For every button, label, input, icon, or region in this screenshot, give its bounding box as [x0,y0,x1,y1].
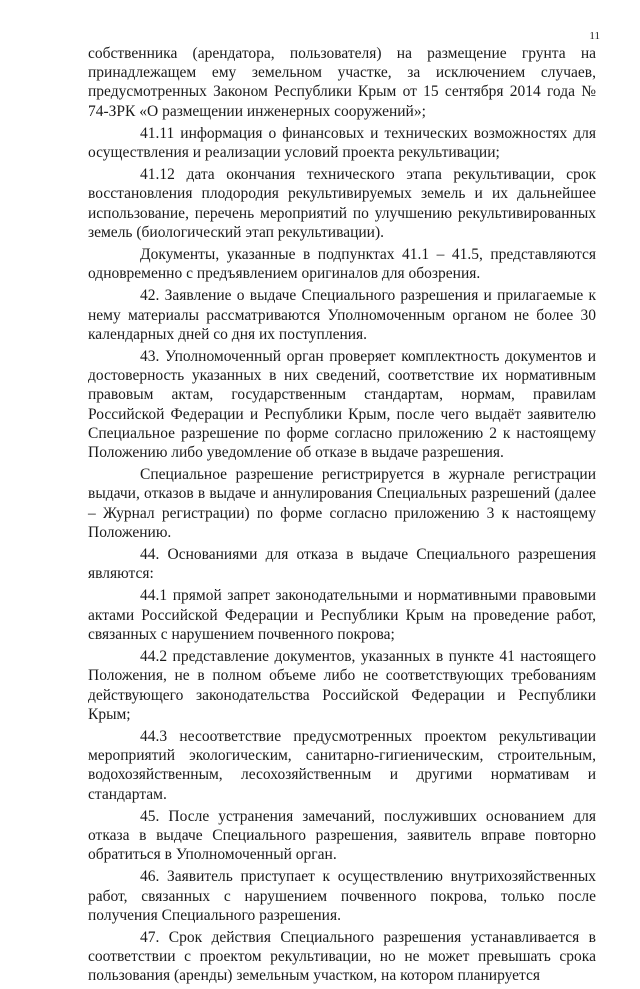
paragraph-43: 43. Уполномоченный орган проверяет комплектность документов и достоверность указанных в них сведений, соответствие их нормативным правовым актам, государственным стандартам, нормам, правилам Российской Федерации и Республики Крым, после чего выдаёт заявителю Специальное разрешение по форме согласно приложению 2 к настоящему Положению либо уведомление об отказе в выдаче разрешения. [88,348,596,462]
paragraph-44-3: 44.3 несоответствие предусмотренных проектом рекультивации мероприятий экологическим, санитарно-гигиеническим, строительным, водохозяйственным, лесохозяйственным и другими нормативам и стандартам. [88,727,596,803]
paragraph-47: 47. Срок действия Специального разрешения устанавливается в соответствии с проектом рекультивации, но не может превышать срока пользования (аренды) земельным участком, на котором планируется [88,928,596,985]
page-number: 11 [589,30,600,42]
document-body [88,44,596,989]
paragraph-continuation: собственника (арендатора, пользователя) на размещение грунта на принадлежащем ему земельном участке, за исключением случаев, предусмотренных Законом Республики Крым от 15 сентября 2014 года № 74-ЗРК «О размещении инженерных сооружений»; [88,45,596,120]
paragraph-41-12: 41.12 дата окончания технического этапа рекультивации, срок восстановления плодородия рекультивируемых земель и их дальнейшее использование, перечень мероприятий по улучшению рекультивированных земель (биологический этап рекультивации). [88,166,596,241]
paragraph-45: 45. После устранения замечаний, послуживших основанием для отказа в выдаче Специального разрешения, заявитель вправе повторно обратиться в Уполномоченный орган. [88,807,596,864]
paragraph-registration: Специальное разрешение регистрируется в журнале регистрации выдачи, отказов в выдаче и аннулирования Специальных разрешений (далее – Журнал регистрации) по форме согласно приложению 3 к настоящему Положению. [88,466,596,541]
paragraph-documents-note: Документы, указанные в подпунктах 41.1 – 41.5, представляются одновременно с предъявлением оригиналов для обозрения. [88,246,596,283]
paragraph-46: 46. Заявитель приступает к осуществлению внутрихозяйственных работ, связанных с нарушением почвенного покрова, только после получения Специального разрешения. [88,868,596,924]
paragraph-44-2: 44.2 представление документов, указанных в пункте 41 настоящего Положения, не в полном объеме либо не соответствующих требованиям действующего законодательства Российской Федерации и Республики Крым; [88,648,596,723]
paragraph-44: 44. Основаниями для отказа в выдаче Специального разрешения являются: [88,546,596,583]
paragraph-41-11: 41.11 информация о финансовых и технических возможностях для осуществления и реализации условий проекта рекультивации; [88,124,596,162]
paragraph-42: 42. Заявление о выдаче Специального разрешения и прилагаемые к нему материалы рассматриваются Уполномоченным органом не более 30 календарных дней со дня их поступления. [88,287,596,343]
paragraph-44-1: 44.1 прямой запрет законодательными и нормативными правовыми актами Российской Федерации и Республики Крым на проведение работ, связанных с нарушением почвенного покрова; [88,587,596,643]
